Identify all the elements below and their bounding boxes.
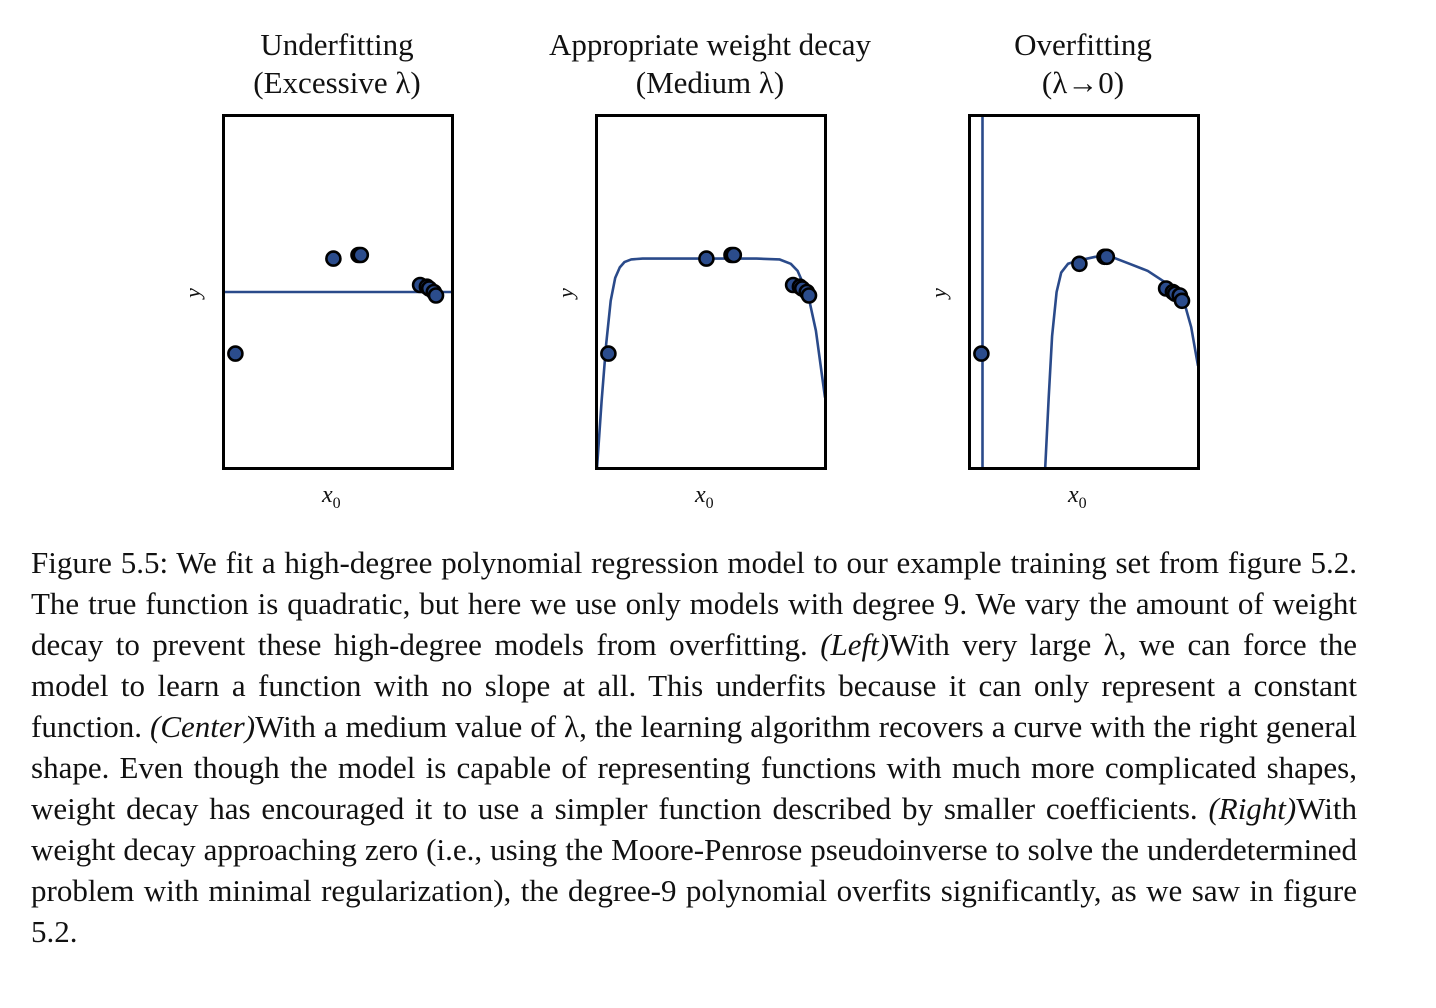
data-point: [1072, 257, 1086, 271]
data-point: [974, 347, 988, 361]
x-axis-label: [695, 482, 714, 513]
data-point: [228, 347, 242, 361]
plot-medium: [595, 114, 827, 470]
data-point: [326, 252, 340, 266]
data-point: [802, 289, 816, 303]
data-point: [354, 248, 368, 262]
caption-text-4: With weight decay approaching zero (i.e., using the Moore-Penrose pseudoinverse to solve the underdetermined problem with minimal regularization), the degree-9 polynomial overfits significantly, as we saw in figure 5.2.: [31, 791, 1357, 949]
x-axis-label-text: x: [695, 482, 706, 508]
title-line-1: Appropriate weight decay: [549, 27, 871, 62]
title-line-2: (λ→0): [1041, 65, 1125, 100]
x-axis-label-subscript: 0: [332, 494, 341, 512]
plot-underfitting: [222, 114, 454, 470]
data-point: [1100, 250, 1114, 264]
title-line-1: Underfitting: [260, 27, 414, 62]
caption-text-1: Figure 5.5: We fit a high-degree polynomial regression model to our example training set from figure 5.2. The true function is quadratic, but here we use only models with degree 9. We vary the amount of weight decay to prevent these high-degree models from overfitting.: [31, 545, 1357, 662]
caption-center-tag: (Center): [150, 709, 256, 744]
data-point: [1175, 294, 1189, 308]
title-line-2: (Medium λ): [635, 65, 785, 100]
data-point: [601, 347, 615, 361]
y-axis-label: y: [552, 288, 578, 298]
x-axis-label: [322, 482, 341, 513]
y-axis-label: y: [925, 288, 951, 298]
title-line-2: (Excessive λ): [253, 65, 421, 100]
x-axis-label-subscript: 0: [1078, 494, 1087, 512]
data-point: [429, 289, 443, 303]
x-axis-label-text: x: [322, 482, 333, 508]
x-axis-label-text: x: [1068, 482, 1079, 508]
x-axis-label: [1068, 482, 1087, 513]
caption-text-2: With very large λ, we can force the model to learn a function with no slope at all. This underfits because it can only represent a constant function.: [31, 627, 1357, 744]
data-point: [727, 248, 741, 262]
y-axis-label: y: [179, 288, 205, 298]
plot-overfitting: [968, 114, 1200, 470]
caption-left-tag: (Left): [820, 627, 890, 662]
x-axis-label-subscript: 0: [705, 494, 714, 512]
title-line-1: Overfitting: [1014, 27, 1152, 62]
data-point: [699, 252, 713, 266]
panel-title: [863, 26, 1303, 102]
caption-right-tag: (Right): [1208, 791, 1297, 826]
figure-caption: [31, 542, 1357, 952]
caption-text-3: With a medium value of λ, the learning algorithm recovers a curve with the right general shape. Even though the model is capable of representing functions with much more complicated shapes, weight decay has encouraged it to use a simpler function described by smaller coefficients.: [31, 709, 1357, 826]
